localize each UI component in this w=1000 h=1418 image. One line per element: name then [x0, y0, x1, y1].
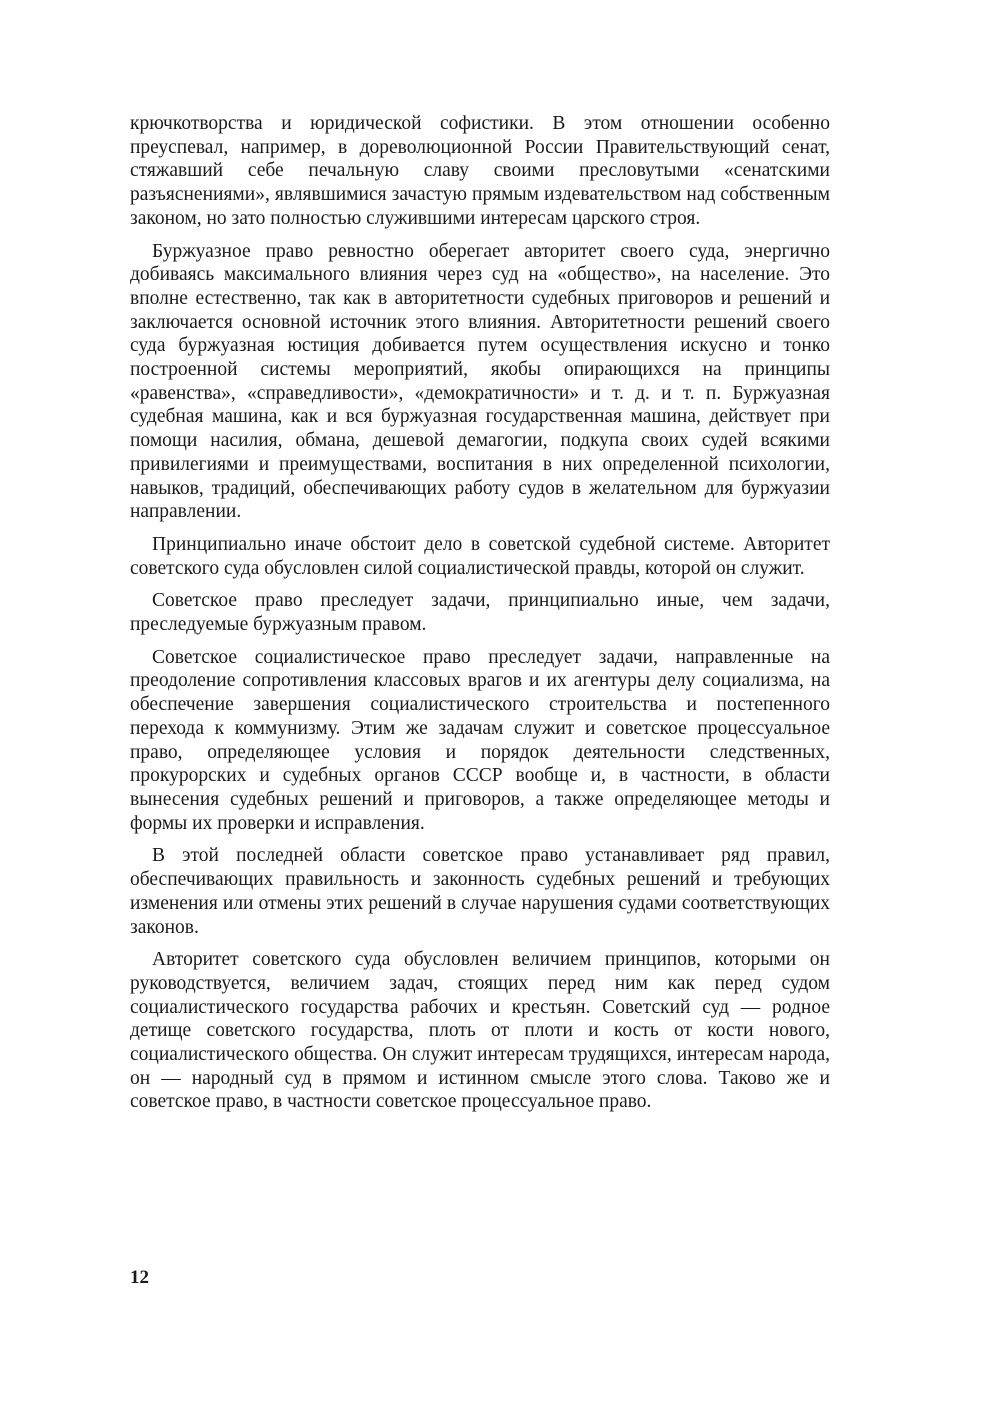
paragraph-1: крючкотворства и юридической софистики. В этом отношении особенно преуспевал, например, в дореволюционной России Правительствующий сенат, стяжавший себе печальную славу своими пресловутыми «сенатскими разъяснениями», являвшимися зачастую прямым издевательством над собственным законом, но зато полностью служившими интересам царского строя.	[130, 113, 830, 229]
paragraph-3: Принципиально иначе обстоит дело в советской судебной системе. Авторитет советского суда обусловлен силой социалистической правды, которой он служит.	[130, 533, 830, 579]
paragraph-7: Авторитет советского суда обусловлен величием принципов, которыми он руководствуется, величием задач, стоящих перед ним как перед судом социалистического государства рабочих и крестьян. Советский суд — родное детище советского государства, плоть от плоти и кость от кости нового, социалистического общества. Он служит интересам трудящихся, интересам народа, он — народный суд в прямом и истинном смысле этого слова. Таково же и советское право, в частности советское процессуальное право.	[130, 949, 830, 1113]
paragraph-6: В этой последней области советское право устанавливает ряд правил, обеспечивающих правильность и законность судебных решений и требующих изменения или отмены этих решений в случае нарушения судами соответствующих законов.	[130, 845, 830, 938]
paragraph-2: Буржуазное право ревностно оберегает авторитет своего суда, энергично добиваясь максимального влияния через суд на «общество», на население. Это вполне естественно, так как в авторитетности судебных приговоров и решений и заключается основной источник этого влияния. Авторитетности решений своего суда буржуазная юстиция добивается путем осуществления искусно и тонко построенной системы мероприятий, якобы опирающихся на принципы «равенства», «справедливости», «демократичности» и т. д. и т. п. Буржуазная судебная машина, как и вся буржуазная государственная машина, действует при помощи насилия, обмана, дешевой демагогии, подкупа своих судей всякими привилегиями и преимуществами, воспитания в них определенной психологии, навыков, традиций, обеспечивающих работу судов в желательном для буржуазии направлении.	[130, 240, 830, 523]
page-body	[130, 112, 830, 1123]
page-number: 12	[130, 1267, 149, 1288]
paragraph-5: Советское социалистическое право преследует задачи, направленные на преодоление сопротивления классовых врагов и их агентуры делу социализма, на обеспечение завершения социалистического строительства и постепенного перехода к коммунизму. Этим же задачам служит и советское процессуальное право, определяющее условия и порядок деятельности следственных, прокурорских и судебных органов СССР вообще и, в частности, в области вынесения судебных решений и приговоров, а также определяющее методы и формы их проверки и исправления.	[130, 646, 830, 834]
paragraph-4: Советское право преследует задачи, принципиально иные, чем задачи, преследуемые буржуазным правом.	[130, 590, 830, 636]
